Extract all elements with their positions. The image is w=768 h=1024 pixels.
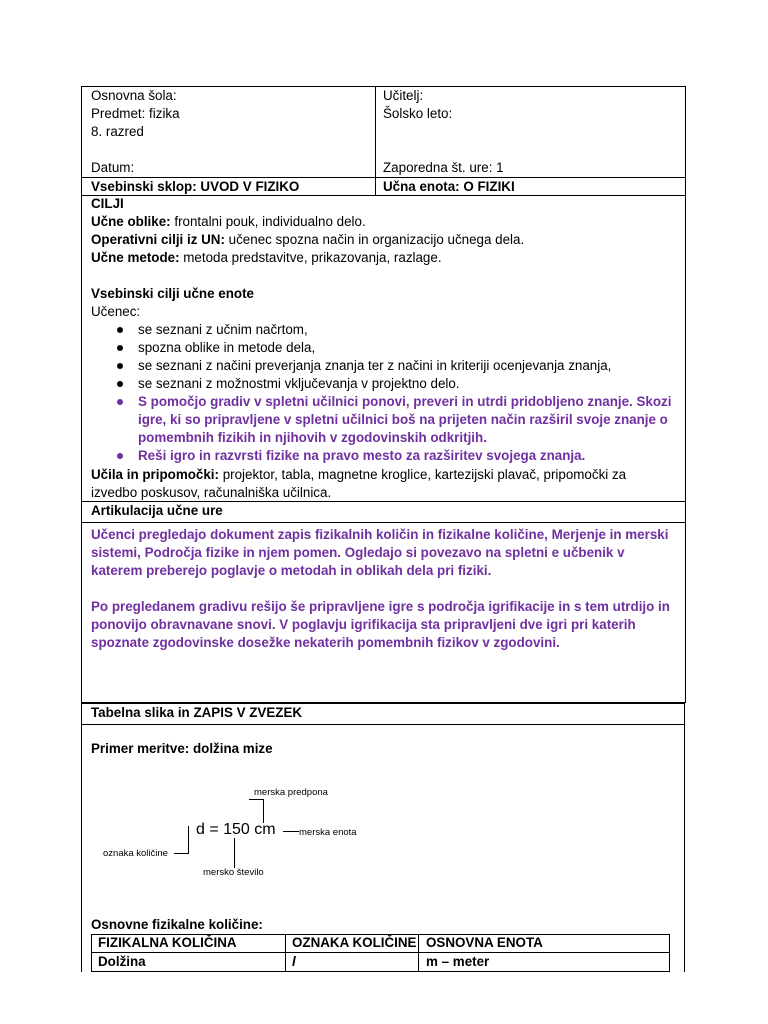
notebook-right-border (684, 724, 685, 972)
symbol-connector-h (174, 853, 189, 854)
table-header-quantity: FIZIKALNA KOLIČINA (98, 935, 237, 950)
articulation-para1-line2: sistemi, Področja fizike in njem pomen. Ogledajo si povezavo na spletni e učbenik v (91, 545, 625, 560)
content-goals-heading: Vsebinski cilji učne enote (91, 286, 254, 301)
topic-section: Vsebinski sklop: UVOD V FIZIKO (91, 179, 300, 194)
table-header-unit: OSNOVNA ENOTA (426, 935, 543, 950)
teacher-label: Učitelj: (383, 88, 424, 103)
goal-bullet-4: se seznani z možnostmi vključevanja v projektno delo. (138, 376, 460, 391)
grade: 8. razred (91, 124, 144, 139)
table-header-symbol: OZNAKA KOLIČINE (292, 935, 417, 950)
teaching-tools: Učila in pripomočki: projektor, tabla, magnetne kroglice, kartezijski plavač, pripomočki za (91, 467, 627, 482)
example-heading: Primer meritve: dolžina mize (91, 741, 273, 756)
purple-goal-1-line-1: S pomočjo gradiv v spletni učilnici ponovi, preveri in utrdi pridobljeno znanje. Skozi (138, 394, 672, 409)
table-col-divider-1 (285, 934, 286, 972)
label-number: mersko število (203, 867, 264, 878)
header-divider (375, 86, 376, 178)
purple-goal-2: Reši igro in razvrsti fizike na pravo mesto za razširitev svojega znanja. (138, 448, 586, 463)
purple-goal-1-line-2: igre, ki so pripravljene v spletni učilnici boš na prijeten način razširil svoje znanje o (138, 412, 668, 427)
date-label: Datum: (91, 160, 135, 175)
quantities-heading: Osnovne fizikalne količine: (91, 917, 263, 932)
teaching-forms: Učne oblike: frontalni pouk, individualno delo. (91, 214, 366, 229)
subject: Predmet: fizika (91, 106, 180, 121)
notebook-left-border (81, 724, 82, 972)
table-cell-unit: m – meter (426, 954, 490, 969)
table-cell-quantity: Dolžina (98, 954, 146, 969)
symbol-connector-v (188, 826, 189, 854)
label-prefix: merska predpona (254, 787, 328, 798)
articulation-heading: Artikulacija učne ure (91, 503, 223, 518)
teaching-tools-cont: izvedbo poskusov, računalniška učilnica. (91, 485, 332, 500)
articulation-para1-line3: katerem preberejo poglavje o metodah in oblikah dela pri fiziki. (91, 563, 492, 578)
purple-goal-1-line-3: pomembnih fizikih in njihovih v zgodovinskih odkritjih. (138, 430, 487, 445)
topic-divider (375, 177, 376, 196)
goal-bullet-2: spozna oblike in metode dela, (138, 340, 316, 355)
notebook-heading: Tabelna slika in ZAPIS V ZVEZEK (91, 705, 303, 720)
formula: d = 150 cm (196, 821, 276, 838)
table-col-divider-2 (418, 934, 419, 972)
table-row-divider (91, 952, 670, 953)
articulation-para2-line3: spoznate zgodovinske dosežke nekaterih pomembnih fizikov v zgodovini. (91, 635, 560, 650)
goal-bullet-3: se seznani z načini preverjanja znanja ter z načini in kriteriji ocenjevanja znanja, (138, 358, 612, 373)
bullet-icon (117, 399, 123, 405)
goal-bullet-1: se seznani z učnim načrtom, (138, 322, 308, 337)
articulation-para1-line1: Učenci pregledajo dokument zapis fizikalnih količin in fizikalne količine, Merjenje in merski (91, 527, 669, 542)
school-year-label: Šolsko leto: (383, 106, 453, 121)
bullet-icon (117, 381, 123, 387)
teaching-methods: Učne metode: metoda predstavitve, prikazovanja, razlage. (91, 250, 442, 265)
unit-connector (283, 831, 299, 832)
bullet-icon (117, 453, 123, 459)
bullet-icon (117, 345, 123, 351)
label-unit: merska enota (299, 827, 357, 838)
operative-goals: Operativni cilji iz UN: učenec spozna način in organizacijo učnega dela. (91, 232, 525, 247)
school-label: Osnovna šola: (91, 88, 177, 103)
topic-unit: Učna enota: O FIZIKI (383, 179, 515, 194)
bullet-icon (117, 363, 123, 369)
number-connector-v (234, 838, 235, 868)
student-label: Učenec: (91, 304, 141, 319)
label-symbol: oznaka količine (103, 848, 168, 859)
prefix-connector-h (249, 799, 264, 800)
goals-heading: CILJI (91, 196, 124, 211)
articulation-para2-line2: ponovijo obravnavane snovi. V poglavju igrifikacija sta pripravljeni dve igri pri katerih (91, 617, 636, 632)
lesson-number: Zaporedna št. ure: 1 (383, 160, 504, 175)
bullet-icon (117, 327, 123, 333)
table-cell-symbol: l (292, 954, 296, 969)
articulation-para2-line1: Po pregledanem gradivu rešijo še pripravljene igre s področja igrifikacije in s tem utrdijo in (91, 599, 670, 614)
